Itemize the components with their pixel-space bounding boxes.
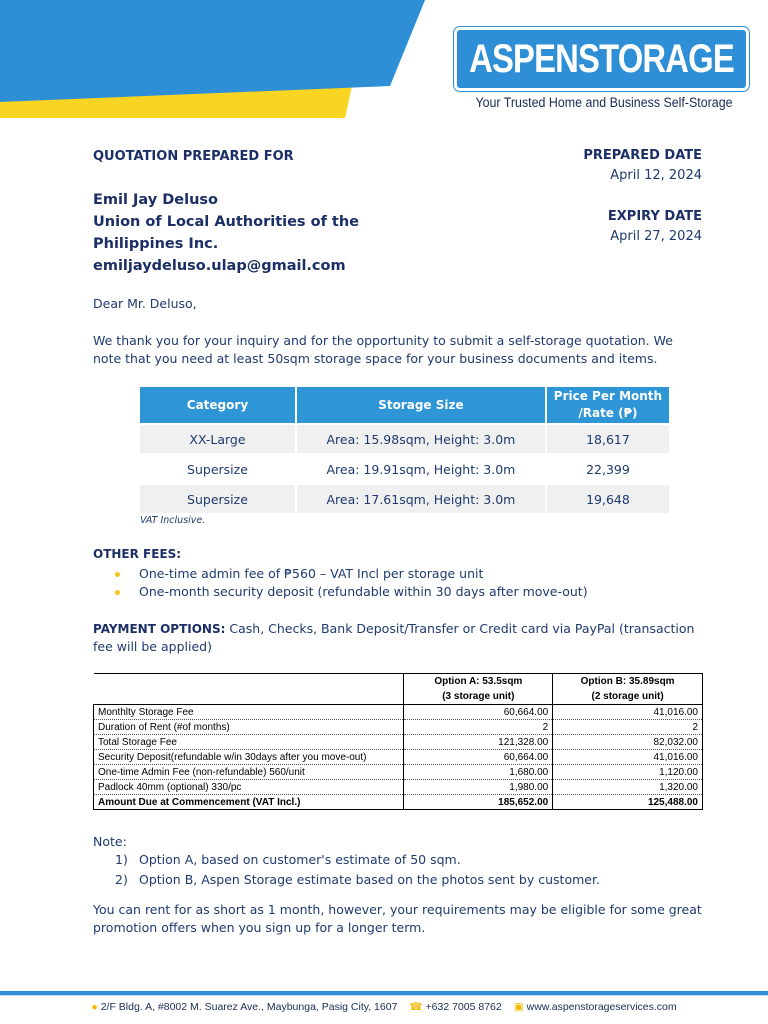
fee-option-a: 1,980.00 xyxy=(404,780,553,795)
row-price: 18,617 xyxy=(547,423,669,453)
fee-option-a: 2 xyxy=(404,720,553,735)
table-row xyxy=(140,423,669,453)
table-row xyxy=(94,765,703,780)
fee-option-b: 41,016.00 xyxy=(553,705,703,720)
fee-option-b: 41,016.00 xyxy=(553,750,703,765)
closing-line2: promotion offers when you sign up for a longer term. xyxy=(93,920,426,935)
fee-option-b: 82,032.00 xyxy=(553,735,703,750)
prepared-date-label: PREPARED DATE xyxy=(583,148,702,163)
footer-phone xyxy=(409,1001,501,1013)
table-row xyxy=(94,720,703,735)
fee-option-b: 2 xyxy=(553,720,703,735)
pricing-header-price-line2: /Rate (₱) xyxy=(578,406,638,420)
row-category: XX-Large xyxy=(140,423,295,453)
brand-logo-text: ASPENSTORAGE xyxy=(469,36,734,81)
prepared-date-value: April 12, 2024 xyxy=(610,168,702,183)
client-name: Emil Jay Deluso xyxy=(93,192,218,208)
intro-line2: note that you need at least 50sqm storage space for your business documents and items. xyxy=(93,351,658,366)
globe-icon: ▣ xyxy=(513,1001,524,1013)
note-text: Option B, Aspen Storage estimate based on the photos sent by customer. xyxy=(139,872,600,887)
pricing-header-price-line1: Price Per Month xyxy=(553,389,663,403)
pricing-header-size: Storage Size xyxy=(297,387,545,423)
prepared-for-label: QUOTATION PREPARED FOR xyxy=(93,149,294,164)
fee-label: Padlock 40mm (optional) 330/pc xyxy=(94,780,404,795)
note-label: Note: xyxy=(93,834,127,849)
bullet-icon xyxy=(115,572,120,577)
fees-breakdown-table xyxy=(93,673,703,810)
fee-label: Duration of Rent (#of months) xyxy=(94,720,404,735)
option-a-line1: Option A: 53.5sqm xyxy=(434,676,523,687)
table-row xyxy=(94,750,703,765)
fee-label: One-time Admin Fee (non-refundable) 560/unit xyxy=(94,765,404,780)
fee-label: Monthlty Storage Fee xyxy=(94,705,404,720)
fee-option-a: 60,664.00 xyxy=(404,750,553,765)
note-number: 2) xyxy=(115,872,128,887)
row-size: Area: 15.98sqm, Height: 3.0m xyxy=(297,423,545,453)
fees-header-blank xyxy=(94,674,404,705)
footer-address-text: 2/F Bldg. A, #8002 M. Suarez Ave., Maybunga, Pasig City, 1607 xyxy=(100,1001,398,1013)
table-row xyxy=(94,735,703,750)
row-size: Area: 17.61sqm, Height: 3.0m xyxy=(297,483,545,513)
total-option-a: 185,652.00 xyxy=(404,795,553,810)
footer-divider-thin xyxy=(0,995,768,996)
expiry-date-value: April 27, 2024 xyxy=(610,229,702,244)
table-row xyxy=(94,705,703,720)
footer-website-text[interactable]: www.aspenstorageservices.com xyxy=(526,1001,677,1013)
row-category: Supersize xyxy=(140,453,295,483)
note-number: 1) xyxy=(115,852,128,867)
row-price: 22,399 xyxy=(547,453,669,483)
client-org-line2: Philippines Inc. xyxy=(93,236,219,252)
pricing-header-category: Category xyxy=(140,387,295,423)
option-b-line2: (2 storage unit) xyxy=(591,691,664,702)
intro-paragraph xyxy=(93,332,673,368)
bullet-icon xyxy=(115,590,120,595)
notes-list xyxy=(115,850,600,890)
fee-option-a: 60,664.00 xyxy=(404,705,553,720)
footer xyxy=(0,1001,768,1013)
table-row-total xyxy=(94,795,703,810)
payment-label: PAYMENT OPTIONS: xyxy=(93,622,226,636)
pricing-table xyxy=(138,387,671,513)
table-row xyxy=(94,780,703,795)
footer-website[interactable] xyxy=(514,1001,677,1013)
expiry-date-label: EXPIRY DATE xyxy=(607,209,702,224)
pricing-header-price xyxy=(547,387,669,423)
fee-label: Security Deposit(refundable w/in 30days after you move-out) xyxy=(94,750,404,765)
brand-tagline: Your Trusted Home and Business Self-Storage xyxy=(475,95,733,110)
fee-text: One-time admin fee of ₱560 – VAT Incl per storage unit xyxy=(139,566,484,581)
brand-logo xyxy=(454,27,749,91)
location-pin-icon: ● xyxy=(91,1001,98,1013)
total-label: Amount Due at Commencement (VAT Incl.) xyxy=(94,795,404,810)
fee-label: Total Storage Fee xyxy=(94,735,404,750)
fees-header-row xyxy=(94,674,703,705)
list-item xyxy=(115,583,588,601)
list-item xyxy=(115,870,600,890)
footer-address xyxy=(91,1001,397,1013)
fees-header-option-b xyxy=(553,674,703,705)
row-category: Supersize xyxy=(140,483,295,513)
phone-icon: ☎ xyxy=(409,1001,423,1013)
client-email: emiljaydeluso.ulap@gmail.com xyxy=(93,258,346,274)
intro-line1: We thank you for your inquiry and for the opportunity to submit a self-storage quotation. We xyxy=(93,333,673,348)
fee-option-b: 1,120.00 xyxy=(553,765,703,780)
row-size: Area: 19.91sqm, Height: 3.0m xyxy=(297,453,545,483)
client-block xyxy=(93,189,359,277)
table-row xyxy=(140,483,669,513)
table-row xyxy=(140,453,669,483)
fee-text: One-month security deposit (refundable within 30 days after move-out) xyxy=(139,584,588,599)
other-fees-list xyxy=(115,565,588,601)
fee-option-a: 1,680.00 xyxy=(404,765,553,780)
closing-paragraph xyxy=(93,901,702,937)
row-price: 19,648 xyxy=(547,483,669,513)
fees-header-option-a xyxy=(404,674,553,705)
vat-footnote: VAT Inclusive. xyxy=(140,515,206,526)
payment-text-line2: fee will be applied) xyxy=(93,639,212,654)
total-option-b: 125,488.00 xyxy=(553,795,703,810)
closing-line1: You can rent for as short as 1 month, however, your requirements may be eligible for some great xyxy=(93,902,702,917)
fee-option-b: 1,320.00 xyxy=(553,780,703,795)
fee-option-a: 121,328.00 xyxy=(404,735,553,750)
other-fees-title: OTHER FEES: xyxy=(93,547,182,561)
option-b-line1: Option B: 35.89sqm xyxy=(580,676,675,687)
footer-phone-text: +632 7005 8762 xyxy=(425,1001,502,1013)
list-item xyxy=(115,850,600,870)
payment-options xyxy=(93,620,694,656)
salutation: Dear Mr. Deluso, xyxy=(93,296,197,311)
option-a-line2: (3 storage unit) xyxy=(442,691,515,702)
note-text: Option A, based on customer's estimate of 50 sqm. xyxy=(139,852,461,867)
client-org-line1: Union of Local Authorities of the xyxy=(93,214,360,230)
banner-blue-stripe xyxy=(0,0,425,102)
list-item xyxy=(115,565,588,583)
payment-text-line1: Cash, Checks, Bank Deposit/Transfer or Credit card via PayPal (transaction xyxy=(225,621,695,636)
